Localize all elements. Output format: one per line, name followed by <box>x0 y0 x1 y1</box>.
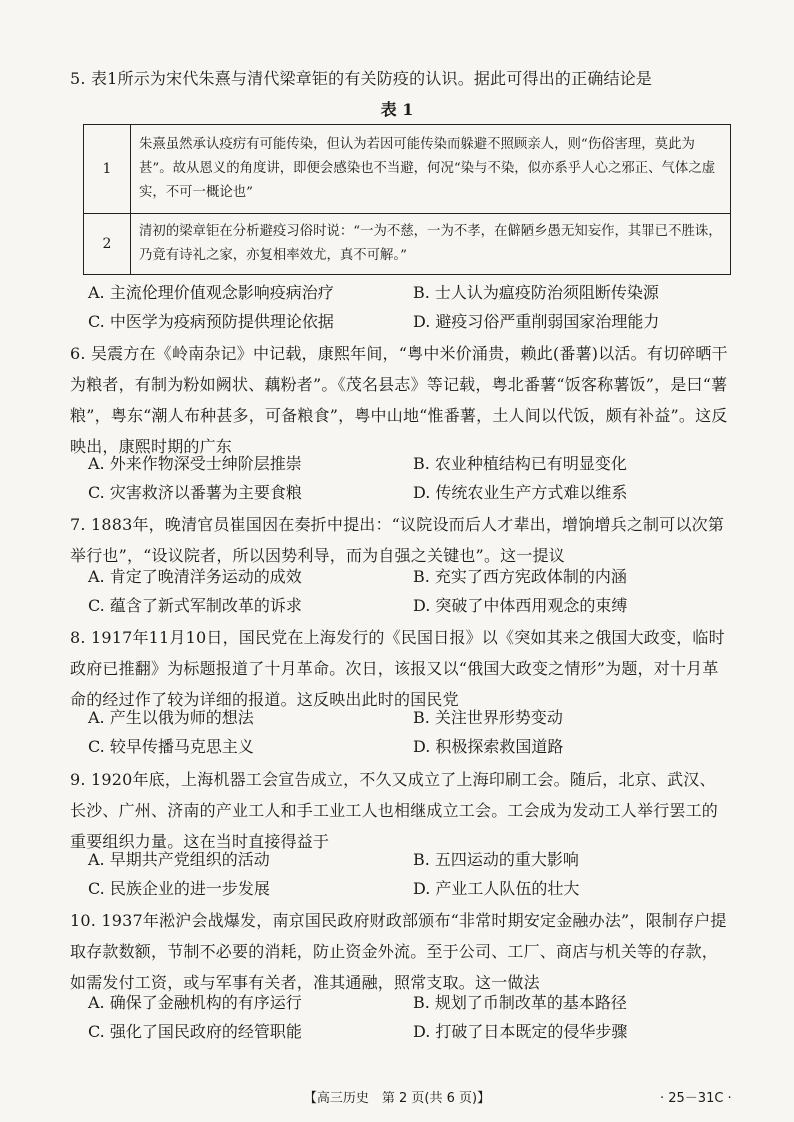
question-7-stem: 7. 1883年，晚清官员崔国因在奏折中提出：“议院设而后人才辈出，增饷增兵之制可以次第举行也”，“设议院者，所以因势利导，而为自强之关键也”。这一提议 <box>70 515 725 565</box>
option-a[interactable]: A. 主流伦理价值观念影响疫病治疗 <box>88 283 334 302</box>
question-8-stem: 8. 1917年11月10日，国民党在上海发行的《民国日报》以《突如其来之俄国大政变，临时政府已推翻》为标题报道了十月革命。次日，该报又以“俄国大政变之情形”为题，对十月革命的经过作了较为详细的报道。这反映出此时的国民党 <box>70 628 725 709</box>
option-c[interactable]: C. 强化了国民政府的经管职能 <box>88 1022 302 1041</box>
table-row-text: 朱熹虽然承认疫疠有可能传染，但认为若因可能传染而躲避不照顾亲人，则“伤俗害理，莫此为甚”。故从恩义的角度讲，即便会感染也不当避，何况“染与不染，似亦系乎人心之邪正、气体之虚实，不可一概论也” <box>131 125 731 214</box>
option-d[interactable]: D. 积极探索救国道路 <box>413 737 564 756</box>
option-a[interactable]: A. 外来作物深受士绅阶层推崇 <box>88 454 302 473</box>
option-c[interactable]: C. 蕴含了新式军制改革的诉求 <box>88 596 302 615</box>
option-b[interactable]: B. 五四运动的重大影响 <box>413 850 579 869</box>
paper-code: · 25－31C · <box>660 1091 732 1106</box>
table-row-index: 1 <box>84 125 131 214</box>
table-1-title: 表 1 <box>380 100 414 119</box>
question-5-options <box>88 278 738 336</box>
table-row-index: 2 <box>84 214 131 275</box>
question-10-stem: 10. 1937年淞沪会战爆发，南京国民政府财政部颁布“非常时期安定金融办法”，限制存户提取存款数额，节制不必要的消耗，防止资金外流。至于公司、工厂、商店与机关等的存款，如需发付工资，或与军事有关者，准其通融，照常支取。这一做法 <box>70 911 727 992</box>
option-b[interactable]: B. 规划了币制改革的基本路径 <box>413 993 627 1012</box>
option-c[interactable]: C. 民族企业的进一步发展 <box>88 879 270 898</box>
option-d[interactable]: D. 传统农业生产方式难以维系 <box>413 483 628 502</box>
option-a[interactable]: A. 确保了金融机构的有序运行 <box>88 993 302 1012</box>
option-d[interactable]: D. 避疫习俗严重削弱国家治理能力 <box>413 312 660 331</box>
question-10-options <box>88 988 738 1046</box>
option-b[interactable]: B. 士人认为瘟疫防治须阻断传染源 <box>413 283 659 302</box>
page-footer: 【高三历史 第 2 页(共 6 页)】 <box>303 1091 491 1106</box>
option-a[interactable]: A. 产生以俄为师的想法 <box>88 708 254 727</box>
question-5-stem: 5. 表1所示为宋代朱熹与清代梁章钜的有关防疫的认识。据此可得出的正确结论是 <box>70 69 653 88</box>
question-9-stem: 9. 1920年底，上海机器工会宣告成立，不久又成立了上海印刷工会。随后，北京、武汉、长沙、广州、济南的产业工人和手工业工人也相继成立工会。工会成为发动工人举行罢工的重要组织力量。这在当时直接得益于 <box>70 770 719 851</box>
option-b[interactable]: B. 农业种植结构已有明显变化 <box>413 454 627 473</box>
table-1 <box>83 124 731 275</box>
table-row <box>84 125 731 214</box>
option-c[interactable]: C. 灾害救济以番薯为主要食粮 <box>88 483 302 502</box>
option-a[interactable]: A. 早期共产党组织的活动 <box>88 850 270 869</box>
option-c[interactable]: C. 较早传播马克思主义 <box>88 737 254 756</box>
table-row <box>84 214 731 275</box>
option-b[interactable]: B. 充实了西方宪政体制的内涵 <box>413 567 627 586</box>
option-d[interactable]: D. 产业工人队伍的壮大 <box>413 879 580 898</box>
option-b[interactable]: B. 关注世界形势变动 <box>413 708 563 727</box>
question-7-options <box>88 562 738 620</box>
option-a[interactable]: A. 肯定了晚清洋务运动的成效 <box>88 567 302 586</box>
question-9-options <box>88 845 738 903</box>
question-6-stem: 6. 吴震方在《岭南杂记》中记载，康熙年间，“粤中米价涌贵，赖此(番薯)以活。有切碎晒干为粮者，有制为粉如阙状、藕粉者”。《茂名县志》等记载，粤北番薯“饭客称薯饭”，是曰“薯粮”，粤东“潮人布种甚多，可备粮食”，粤中山地“惟番薯，土人间以代饭，颇有补益”。这反映出，康熙时期的广东 <box>70 344 728 456</box>
option-c[interactable]: C. 中医学为疫病预防提供理论依据 <box>88 312 334 331</box>
question-6-options <box>88 449 738 507</box>
question-8-options <box>88 703 738 761</box>
option-d[interactable]: D. 打破了日本既定的侵华步骤 <box>413 1022 628 1041</box>
table-row-text: 清初的梁章钜在分析避疫习俗时说：“一为不慈，一为不孝，在僻陋乡愚无知妄作，其罪已不胜诛，乃竟有诗礼之家，亦复相率效尤，真不可解。” <box>131 214 731 275</box>
option-d[interactable]: D. 突破了中体西用观念的束缚 <box>413 596 628 615</box>
